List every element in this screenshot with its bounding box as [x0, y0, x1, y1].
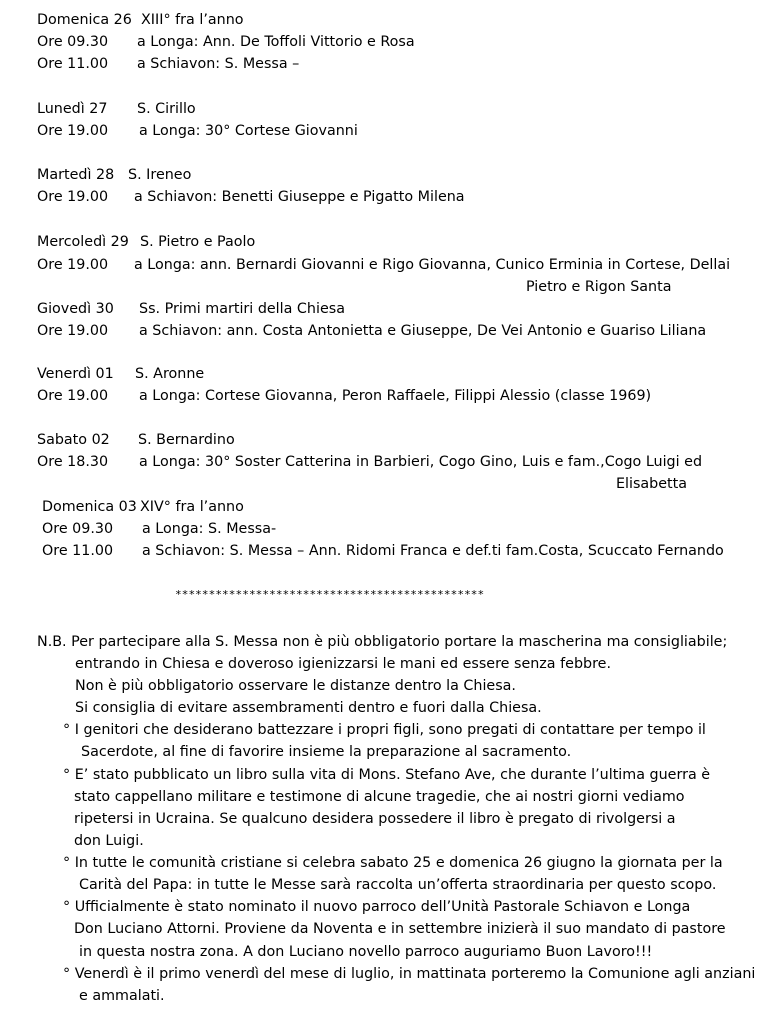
service-text-continuation: Elisabetta — [616, 476, 688, 492]
note-line: ° Venerdì è il primo venerdì del mese di luglio, in mattinata porteremo la Comunione agli anziani — [63, 966, 756, 982]
day-label: Giovedì 30 — [37, 301, 114, 317]
service-time: Ore 19.00 — [37, 123, 109, 139]
saint-label: S. Ireneo — [128, 167, 192, 183]
service-text: a Longa: Ann. De Toffoli Vittorio e Rosa — [137, 34, 415, 50]
day-label: Domenica 26 — [37, 12, 132, 28]
day-label: Lunedì 27 — [37, 101, 108, 117]
service-text-continuation: Pietro e Rigon Santa — [526, 279, 672, 295]
service-text: a Schiavon: ann. Costa Antonietta e Giuseppe, De Vei Antonio e Guariso Liliana — [139, 323, 707, 339]
service-text: a Schiavon: S. Messa – Ann. Ridomi Franca e def.ti fam.Costa, Scuccato Fernando — [142, 543, 724, 559]
note-line: ° I genitori che desiderano battezzare i propri figli, sono pregati di contattare per tempo il — [63, 722, 706, 738]
service-text: a Longa: ann. Bernardi Giovanni e Rigo Giovanna, Cunico Erminia in Cortese, Dellai — [134, 257, 731, 273]
service-text: a Longa: Cortese Giovanna, Peron Raffaele, Filippi Alessio (classe 1969) — [139, 388, 652, 404]
note-line: ° In tutte le comunità cristiane si celebra sabato 25 e domenica 26 giugno la giornata per la — [63, 855, 723, 871]
saint-label: S. Bernardino — [138, 432, 235, 448]
note-line: ° Ufficialmente è stato nominato il nuovo parroco dell’Unità Pastorale Schiavon e Longa — [63, 899, 691, 915]
note-line: Sacerdote, al fine di favorire insieme la preparazione al sacramento. — [81, 744, 572, 760]
note-line: entrando in Chiesa e doveroso igienizzarsi le mani ed essere senza febbre. — [75, 656, 611, 672]
service-text: a Longa: 30° Cortese Giovanni — [139, 123, 358, 139]
service-text: a Schiavon: Benetti Giuseppe e Pigatto Milena — [134, 189, 465, 205]
service-time: Ore 09.30 — [37, 34, 109, 50]
saint-label: XIII° fra l’anno — [141, 12, 244, 28]
service-time: Ore 09.30 — [42, 521, 114, 537]
note-line: Si consiglia di evitare assembramenti dentro e fuori dalla Chiesa. — [75, 700, 542, 716]
service-time: Ore 19.00 — [37, 257, 109, 273]
day-label: Venerdì 01 — [37, 366, 114, 382]
service-time: Ore 19.00 — [37, 388, 109, 404]
note-line: ° E’ stato pubblicato un libro sulla vita di Mons. Stefano Ave, che durante l’ultima guerra è — [63, 767, 711, 783]
service-time: Ore 18.30 — [37, 454, 109, 470]
note-line: ripetersi in Ucraina. Se qualcuno desidera possedere il libro è pregato di rivolgersi a — [74, 811, 676, 827]
day-label: Sabato 02 — [37, 432, 110, 448]
note-line: Non è più obbligatorio osservare le distanze dentro la Chiesa. — [75, 678, 516, 694]
note-line: don Luigi. — [74, 833, 144, 849]
service-text: a Longa: 30° Soster Catterina in Barbieri, Cogo Gino, Luis e fam.,Cogo Luigi ed — [139, 454, 703, 470]
note-line: stato cappellano militare e testimone di alcune tragedie, che ai nostri giorni vediamo — [74, 789, 685, 805]
saint-label: S. Pietro e Paolo — [140, 234, 256, 250]
saint-label: S. Aronne — [135, 366, 205, 382]
service-text: a Schiavon: S. Messa – — [137, 56, 300, 72]
day-label: Martedì 28 — [37, 167, 115, 183]
note-line: Carità del Papa: in tutte le Messe sarà raccolta un’offerta straordinaria per questo scopo. — [79, 877, 717, 893]
service-time: Ore 11.00 — [42, 543, 114, 559]
saint-label: S. Cirillo — [137, 101, 196, 117]
saint-label: Ss. Primi martiri della Chiesa — [139, 301, 345, 317]
note-line: N.B. Per partecipare alla S. Messa non è più obbligatorio portare la mascherina ma consigliabile; — [37, 634, 728, 650]
day-label: Mercoledì 29 — [37, 234, 129, 250]
note-line: Don Luciano Attorni. Proviene da Noventa e in settembre inizierà il suo mandato di pastore — [74, 921, 726, 937]
service-time: Ore 11.00 — [37, 56, 109, 72]
separator-line: ********************************************** — [175, 588, 485, 601]
note-line: e ammalati. — [79, 988, 165, 1004]
day-label: Domenica 03 — [42, 499, 137, 515]
saint-label: XIV° fra l’anno — [140, 499, 244, 515]
note-line: in questa nostra zona. A don Luciano novello parroco auguriamo Buon Lavoro!!! — [79, 944, 653, 960]
service-time: Ore 19.00 — [37, 189, 109, 205]
service-text: a Longa: S. Messa- — [142, 521, 277, 537]
service-time: Ore 19.00 — [37, 323, 109, 339]
